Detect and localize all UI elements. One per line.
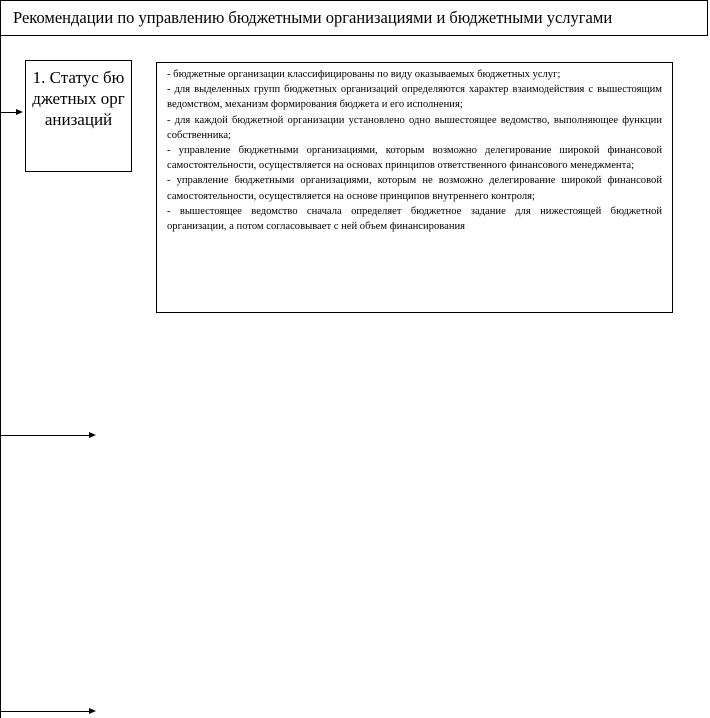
diagram-title-box bbox=[0, 0, 708, 36]
recommendation-item: - вышестоящее ведомство сначала определяет бюджетное задание для нижестоящей бюджетной организации, а потом согласовывает с ней объем финансирования bbox=[167, 205, 662, 233]
connector-arrow-2 bbox=[0, 435, 90, 436]
recommendation-item: - бюджетные организации классифицированы по виду оказываемых бюджетных услуг; bbox=[167, 69, 561, 80]
recommendation-item: - управление бюджетными организациями, которым не возможно делегирование широкой финансовой самостоятельности, осуществляется на основе принципов внутреннего контроля; bbox=[167, 175, 662, 202]
connector-trunk-line bbox=[0, 36, 1, 718]
status-block bbox=[25, 60, 132, 172]
diagram-title: Рекомендации по управлению бюджетными организациями и бюджетными услугами bbox=[13, 8, 613, 27]
recommendation-item: - для каждой бюджетной организации установлено одно вышестоящее ведомство, выполняющее функции собственника; bbox=[167, 114, 662, 141]
recommendation-item: - для выделенных групп бюджетных организаций определяются характер взаимодействия с вышестоящим ведомством, механизм формирования бюджета и его исполнения; bbox=[167, 84, 662, 111]
status-block-label: 1. Статус бюджетных организаций bbox=[32, 68, 125, 129]
connector-arrow-3 bbox=[0, 711, 90, 712]
recommendation-item: - управление бюджетными организациями, которым возможно делегирование широкой финансовой самостоятельности, осуществляется на основах принципов ответственного финансового менеджмента; bbox=[167, 145, 662, 172]
recommendations-block bbox=[156, 62, 673, 313]
connector-arrow-1 bbox=[0, 112, 17, 113]
